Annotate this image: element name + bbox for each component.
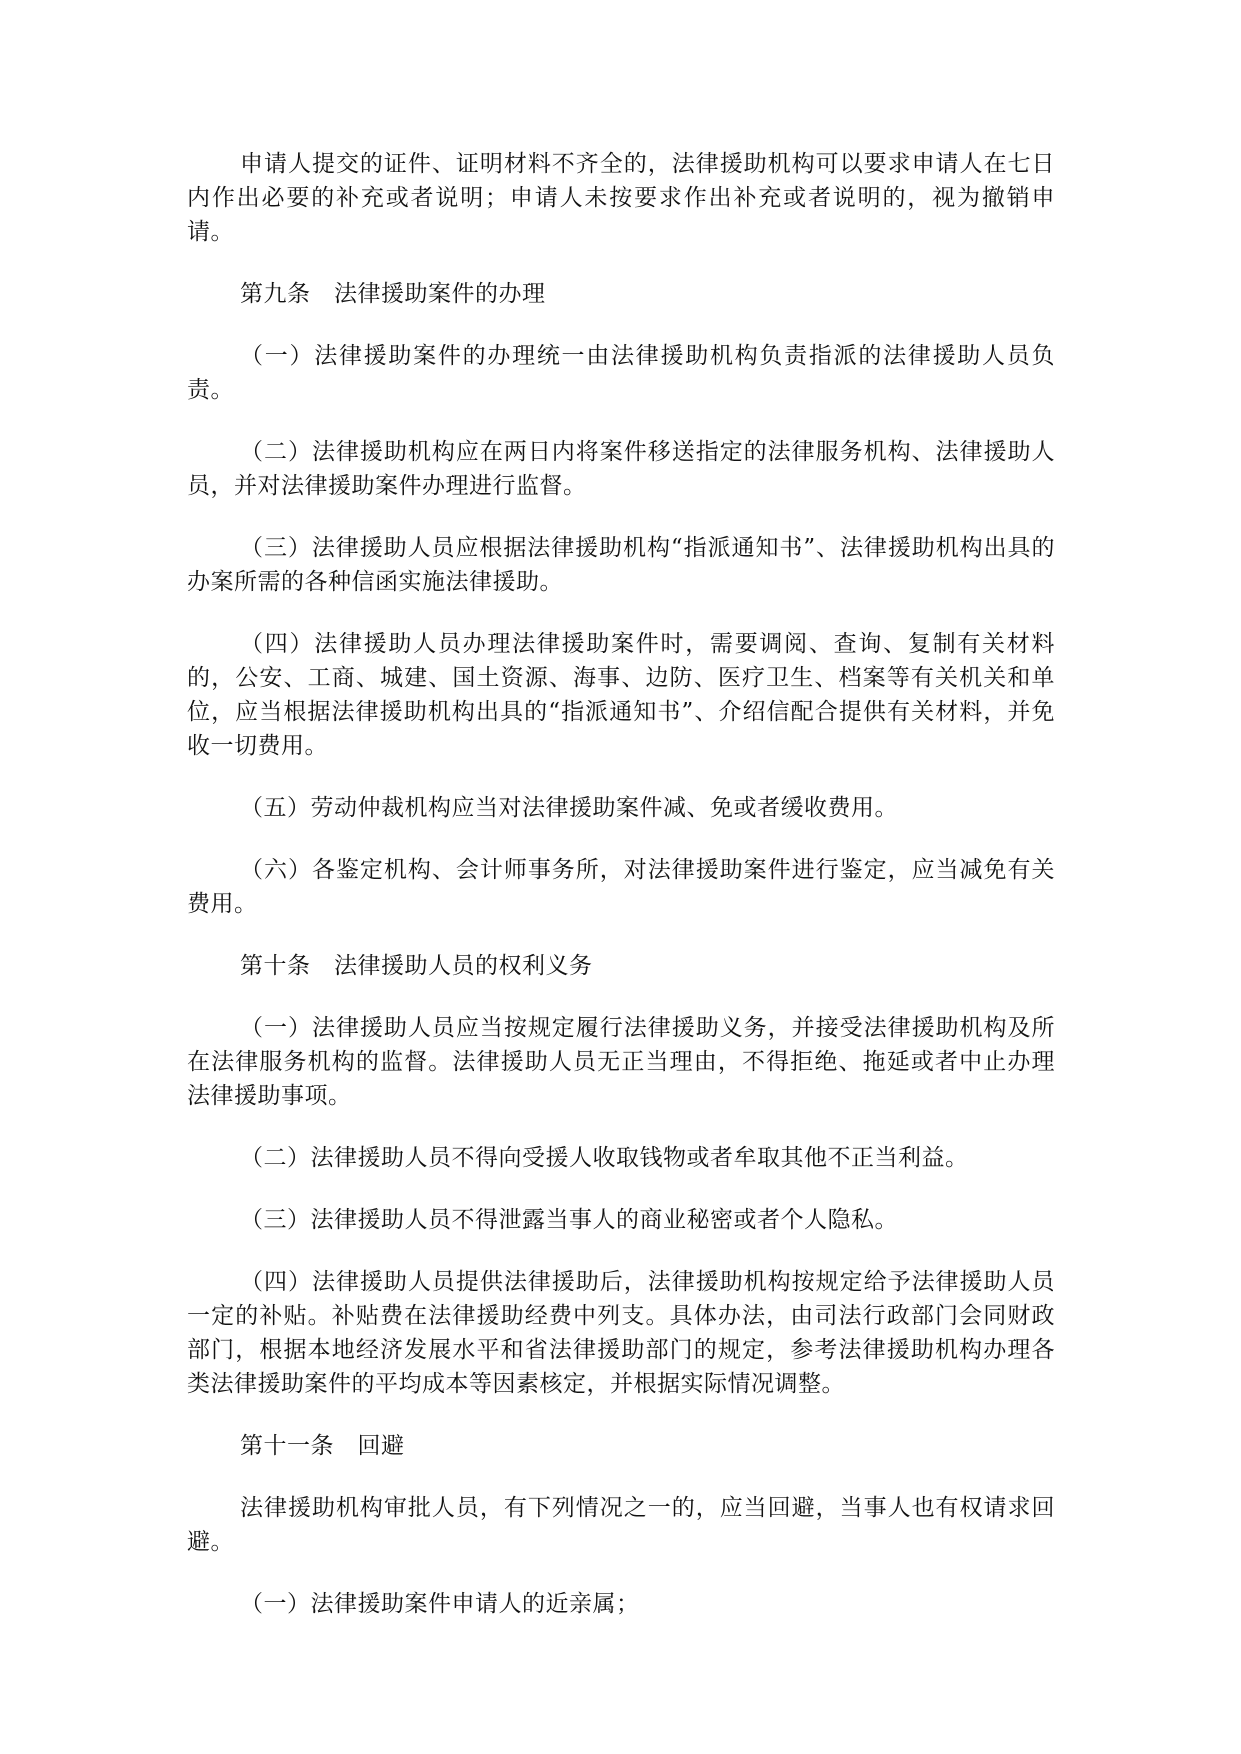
- article-9-heading: 第九条 法律援助案件的办理: [240, 281, 546, 307]
- article-11-heading: 第十一条 回避: [240, 1433, 405, 1459]
- article-10-heading: 第十条 法律援助人员的权利义务: [240, 953, 593, 979]
- article-9-item-3: （三）法律援助人员应根据法律援助机构“指派通知书”、法律援助机构出具的办案所需的各种信函实施法律援助。: [187, 535, 1055, 595]
- article-10-item-2: （二）法律援助人员不得向受援人收取钱物或者牟取其他不正当利益。: [240, 1145, 969, 1171]
- article-10-item-3: （三）法律援助人员不得泄露当事人的商业秘密或者个人隐私。: [240, 1207, 898, 1233]
- article-9-item-6: （六）各鉴定机构、会计师事务所，对法律援助案件进行鉴定，应当减免有关费用。: [187, 857, 1055, 917]
- article-9-item-2: （二）法律援助机构应在两日内将案件移送指定的法律服务机构、法律援助人员，并对法律援助案件办理进行监督。: [187, 439, 1055, 499]
- document-body: [187, 147, 1055, 1621]
- article-9-item-1: （一）法律援助案件的办理统一由法律援助机构负责指派的法律援助人员负责。: [187, 343, 1055, 403]
- article-10-item-4: （四）法律援助人员提供法律援助后，法律援助机构按规定给予法律援助人员一定的补贴。补贴费在法律援助经费中列支。具体办法，由司法行政部门会同财政部门，根据本地经济发展水平和省法律援助部门的规定，参考法律援助机构办理各类法律援助案件的平均成本等因素核定，并根据实际情况调整。: [187, 1269, 1055, 1397]
- article-11-item-1: （一）法律援助案件申请人的近亲属；: [240, 1591, 640, 1617]
- article-10-item-1: （一）法律援助人员应当按规定履行法律援助义务，并接受法律援助机构及所在法律服务机构的监督。法律援助人员无正当理由，不得拒绝、拖延或者中止办理法律援助事项。: [187, 1015, 1055, 1109]
- paragraph-supplement-materials: 申请人提交的证件、证明材料不齐全的，法律援助机构可以要求申请人在七日内作出必要的补充或者说明；申请人未按要求作出补充或者说明的，视为撤销申请。: [187, 151, 1055, 245]
- article-9-item-5: （五）劳动仲裁机构应当对法律援助案件减、免或者缓收费用。: [240, 795, 898, 821]
- article-11-intro: 法律援助机构审批人员，有下列情况之一的，应当回避，当事人也有权请求回避。: [187, 1495, 1055, 1555]
- article-9-item-4: （四）法律援助人员办理法律援助案件时，需要调阅、查询、复制有关材料的，公安、工商、城建、国土资源、海事、边防、医疗卫生、档案等有关机关和单位，应当根据法律援助机构出具的“指派通知书”、介绍信配合提供有关材料，并免收一切费用。: [187, 631, 1055, 759]
